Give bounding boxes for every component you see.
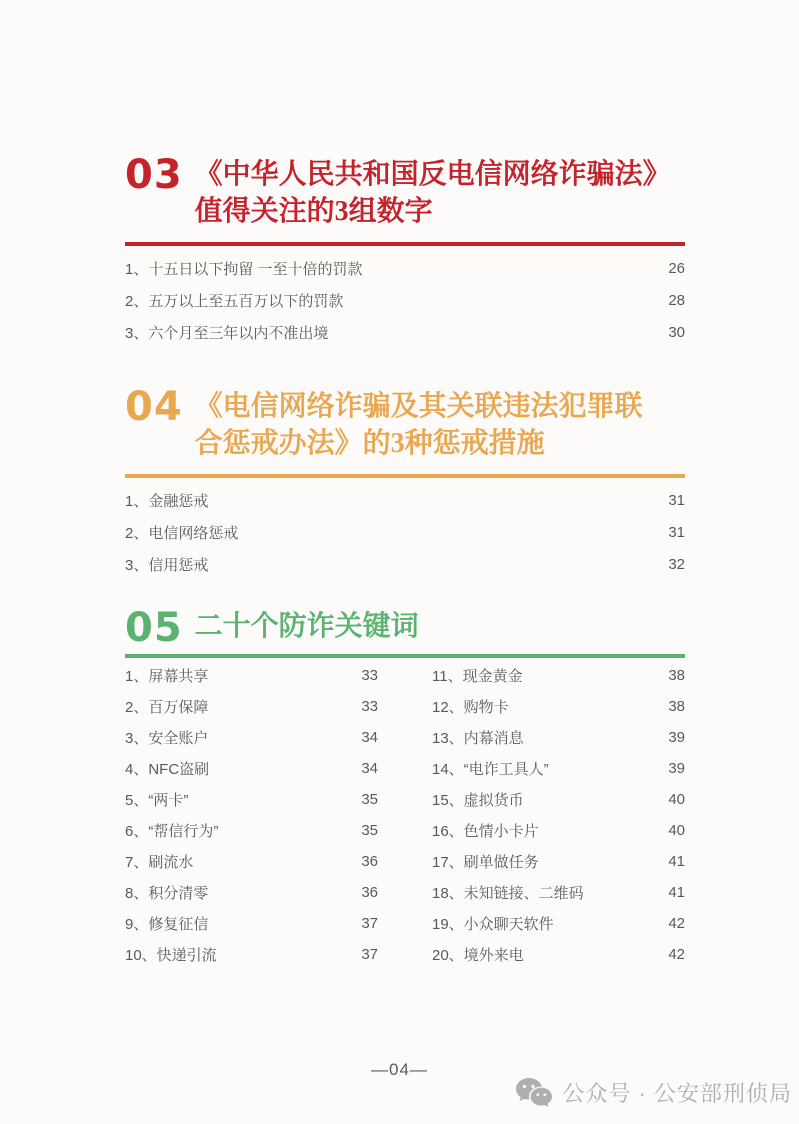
toc-column-left: [125, 660, 378, 970]
toc-entry-page: 36: [361, 853, 378, 870]
watermark-text: 公众号 · 公安部刑侦局: [562, 1081, 792, 1106]
toc-entry-page: 26: [668, 259, 685, 277]
toc-entry-label: 11、现金黄金: [432, 668, 523, 685]
toc-entry-page: 42: [668, 915, 685, 932]
toc-entry-label: 2、电信网络惩戒: [125, 524, 239, 542]
section-05-number: 05: [125, 605, 183, 651]
toc-entry-page: 33: [361, 667, 378, 684]
toc-entry-label: 3、信用惩戒: [125, 556, 209, 574]
section-05-toc: [125, 658, 685, 970]
toc-entry: [125, 753, 378, 784]
toc-entry-label: 7、刷流水: [125, 854, 194, 871]
section-04-heading: [125, 384, 685, 462]
toc-entry-page: 35: [361, 822, 378, 839]
toc-entry-label: 19、小众聊天软件: [432, 916, 554, 933]
toc-entry: [432, 660, 685, 691]
toc-entry-page: 37: [361, 946, 378, 963]
toc-entry-label: 5、“两卡”: [125, 792, 189, 809]
section-03: [125, 152, 685, 348]
toc-entry-label: 8、积分清零: [125, 885, 209, 902]
toc-entry-page: 30: [668, 323, 685, 341]
toc-entry-label: 16、色情小卡片: [432, 823, 539, 840]
toc-entry-page: 34: [361, 760, 378, 777]
toc-entry-page: 42: [668, 946, 685, 963]
section-03-title-line-2: 值得关注的3组数字: [194, 196, 433, 227]
toc-entry-label: 9、修复征信: [125, 916, 209, 933]
toc-entry-label: 1、十五日以下拘留 一至十倍的罚款: [125, 260, 363, 278]
toc-entry: [125, 722, 378, 753]
toc-entry-page: 35: [361, 791, 378, 808]
toc-entry-page: 41: [668, 853, 685, 870]
toc-entry: [125, 484, 685, 516]
toc-entry-label: 6、“帮信行为”: [125, 823, 219, 840]
toc-entry: [125, 516, 685, 548]
section-04-toc: [125, 478, 685, 580]
toc-entry-label: 15、虚拟货币: [432, 792, 524, 809]
toc-entry-page: 33: [361, 698, 378, 715]
toc-entry-label: 17、刷单做任务: [432, 854, 539, 871]
section-03-number: 03: [125, 152, 183, 198]
toc-entry-page: 32: [668, 555, 685, 573]
section-04-title: [195, 388, 643, 462]
toc-entry-page: 39: [668, 760, 685, 777]
toc-entry: [125, 316, 685, 348]
toc-entry: [432, 784, 685, 815]
section-03-heading: [125, 152, 685, 230]
toc-entry-label: 3、六个月至三年以内不准出境: [125, 324, 329, 342]
toc-entry: [125, 846, 378, 877]
section-05: [125, 605, 685, 970]
section-03-toc: [125, 246, 685, 348]
toc-entry: [125, 939, 378, 970]
toc-entry-page: 41: [668, 884, 685, 901]
page-number: —04—: [371, 1060, 428, 1079]
toc-entry-page: 37: [361, 915, 378, 932]
toc-entry: [432, 846, 685, 877]
wechat-icon: [515, 1077, 553, 1108]
section-05-heading: [125, 605, 685, 651]
toc-entry: [432, 815, 685, 846]
toc-content: [125, 152, 685, 970]
toc-entry: [125, 284, 685, 316]
toc-entry-page: 38: [668, 667, 685, 684]
toc-entry-page: 40: [668, 822, 685, 839]
section-04-number: 04: [125, 384, 183, 430]
toc-entry-label: 1、金融惩戒: [125, 492, 209, 510]
section-03-title: [195, 156, 671, 230]
toc-entry-page: 31: [668, 491, 685, 509]
toc-entry-label: 4、NFC盗刷: [125, 761, 210, 778]
section-03-title-line-1: 《中华人民共和国反电信网络诈骗法》: [194, 159, 671, 190]
section-04-title-line-2: 合惩戒办法》的3种惩戒措施: [194, 428, 545, 459]
watermark: [515, 1077, 792, 1108]
toc-entry: [125, 548, 685, 580]
toc-entry: [125, 908, 378, 939]
toc-entry: [432, 691, 685, 722]
toc-entry-label: 10、快递引流: [125, 947, 217, 964]
toc-entry-label: 13、内幕消息: [432, 730, 524, 747]
toc-entry-label: 14、“电诈工具人”: [432, 761, 549, 778]
section-04: [125, 384, 685, 580]
toc-entry-label: 18、未知链接、二维码: [432, 885, 584, 902]
toc-entry: [432, 722, 685, 753]
section-05-title-line-1: 二十个防诈关键词: [194, 611, 419, 642]
toc-entry: [125, 784, 378, 815]
toc-entry-label: 2、五万以上至五百万以下的罚款: [125, 292, 344, 310]
toc-entry: [432, 753, 685, 784]
toc-entry-page: 40: [668, 791, 685, 808]
toc-entry-label: 1、屏幕共享: [125, 668, 209, 685]
toc-entry-label: 20、境外来电: [432, 947, 524, 964]
toc-entry-page: 39: [668, 729, 685, 746]
toc-entry-label: 3、安全账户: [125, 730, 209, 747]
toc-entry: [125, 660, 378, 691]
toc-entry: [125, 691, 378, 722]
section-04-title-line-1: 《电信网络诈骗及其关联违法犯罪联: [194, 391, 643, 422]
section-05-title: [195, 610, 419, 644]
toc-entry: [125, 815, 378, 846]
toc-entry-page: 36: [361, 884, 378, 901]
toc-entry: [432, 877, 685, 908]
toc-entry: [125, 252, 685, 284]
toc-entry-page: 38: [668, 698, 685, 715]
toc-entry-page: 31: [668, 523, 685, 541]
toc-entry-page: 28: [668, 291, 685, 309]
toc-entry: [432, 939, 685, 970]
toc-entry-label: 2、百万保障: [125, 699, 209, 716]
toc-entry: [125, 877, 378, 908]
toc-column-right: [432, 660, 685, 970]
toc-entry: [432, 908, 685, 939]
toc-entry-page: 34: [361, 729, 378, 746]
toc-entry-label: 12、购物卡: [432, 699, 509, 716]
